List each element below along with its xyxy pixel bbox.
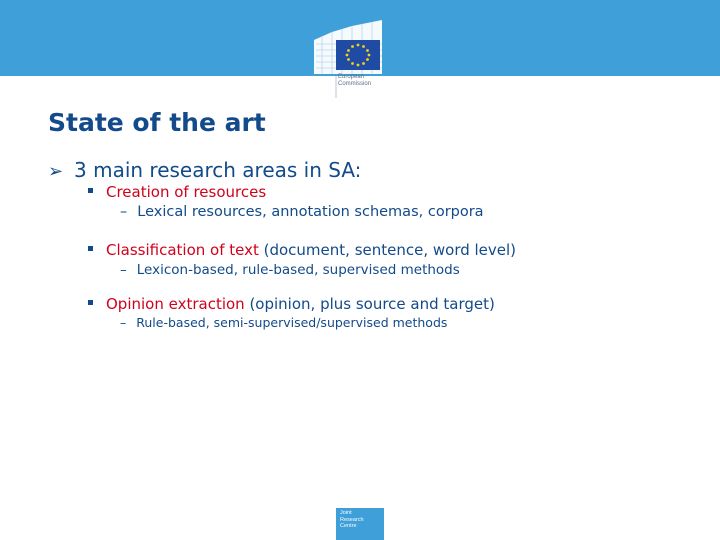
main-bullet-text: 3 main research areas in SA: — [74, 158, 362, 182]
dash-bullet-icon: – — [120, 262, 127, 278]
area-item — [88, 295, 495, 313]
jrc-label-line2: Research — [340, 516, 364, 523]
logo-label — [338, 74, 388, 88]
main-bullet — [48, 158, 361, 182]
area-sub-item — [120, 204, 484, 220]
area-sub-text: Rule-based, semi-supervised/supervised methods — [136, 315, 448, 330]
area-item — [88, 183, 266, 201]
logo-label-line1: European — [338, 74, 365, 80]
square-bullet-icon — [88, 300, 93, 305]
area-sub-text: Lexicon-based, rule-based, supervised methods — [136, 262, 460, 278]
dash-bullet-icon: – — [120, 315, 127, 330]
area-sub-text: Lexical resources, annotation schemas, corpora — [137, 204, 484, 220]
area-rest: (document, sentence, word level) — [258, 241, 517, 259]
square-bullet-icon — [88, 188, 93, 193]
arrow-bullet-icon: ➢ — [48, 161, 64, 182]
slide-title: State of the art — [48, 108, 266, 137]
area-highlight: Opinion extraction — [106, 295, 245, 313]
jrc-label-line1: Joint — [340, 510, 352, 516]
area-highlight: Classification of text — [106, 241, 259, 259]
area-highlight: Creation of resources — [106, 183, 267, 201]
area-rest: (opinion, plus source and target) — [244, 295, 495, 313]
area-item — [88, 241, 516, 259]
area-sub-item — [120, 315, 447, 330]
jrc-label-line3: Centre — [340, 523, 357, 529]
dash-bullet-icon: – — [120, 204, 128, 220]
jrc-label — [340, 510, 384, 530]
logo-label-line2: Commission — [338, 81, 372, 87]
area-sub-item — [120, 262, 460, 278]
square-bullet-icon — [88, 246, 93, 251]
